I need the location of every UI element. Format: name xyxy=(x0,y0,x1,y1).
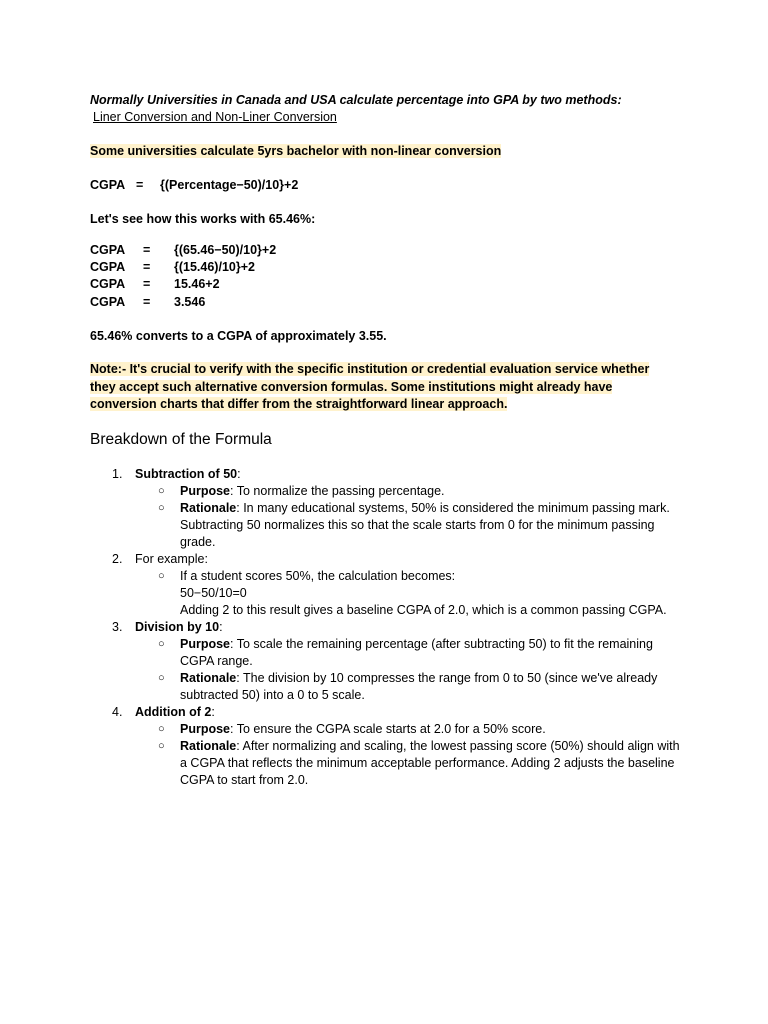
item-title: Subtraction of 50 xyxy=(135,467,238,481)
calc-lhs: CGPA xyxy=(90,277,126,291)
item-title: Addition of 2 xyxy=(135,705,212,719)
sub-label: Rationale xyxy=(180,739,237,753)
intro-line: Normally Universities in Canada and USA calculate percentage into GPA by two methods: xyxy=(90,93,622,107)
list-item xyxy=(90,704,690,789)
sub-text: If a student scores 50%, the calculation becomes: xyxy=(180,569,456,583)
sub-item xyxy=(158,670,680,704)
formula-rhs: {(Percentage−50)/10}+2 xyxy=(160,178,299,192)
list-number: 3. xyxy=(112,620,123,634)
example-intro: Let's see how this works with 65.46%: xyxy=(90,212,316,226)
hollow-bullet-icon: ○ xyxy=(158,740,165,752)
note-paragraph xyxy=(90,361,670,414)
list-number: 1. xyxy=(112,467,123,481)
sub-label: Purpose xyxy=(180,722,231,736)
hollow-bullet-icon: ○ xyxy=(158,570,165,582)
sub-item xyxy=(158,500,680,551)
calc-rhs: 3.546 xyxy=(174,295,206,309)
sub-item xyxy=(158,636,680,670)
highlighted-remark-text: Some universities calculate 5yrs bachelor with non-linear conversion xyxy=(90,144,502,158)
sub-item xyxy=(158,568,680,619)
result-line: 65.46% converts to a CGPA of approximately 3.55. xyxy=(90,329,387,343)
formula-eq: = xyxy=(136,178,144,192)
item-title: Division by 10 xyxy=(135,620,220,634)
sub-item xyxy=(158,483,680,500)
methods-line: Liner Conversion and Non-Liner Conversion xyxy=(93,110,337,124)
sub-item xyxy=(158,738,680,789)
sub-text: : To ensure the CGPA scale starts at 2.0 for a 50% score. xyxy=(230,722,546,736)
formula-lhs: CGPA xyxy=(90,178,126,192)
item-suffix: : xyxy=(219,620,223,634)
list-number: 4. xyxy=(112,705,123,719)
sub-text: : The division by 10 compresses the range from 0 to 50 (since we've already subtracted 50) into a 0 to 5 scale. xyxy=(180,671,658,702)
calc-eq: = xyxy=(143,243,151,257)
highlighted-remark xyxy=(90,143,501,160)
hollow-bullet-icon: ○ xyxy=(158,723,165,735)
sub-text: : After normalizing and scaling, the lowest passing score (50%) should align with a CGPA that reflects the minimum acceptable performance. Adding 2 adjusts the baseline CGPA to start from 2.0. xyxy=(180,739,680,787)
calc-lhs: CGPA xyxy=(90,260,126,274)
list-item xyxy=(90,466,690,551)
sub-text: : To normalize the passing percentage. xyxy=(230,484,445,498)
sub-label: Rationale xyxy=(180,671,237,685)
sub-text: : In many educational systems, 50% is considered the minimum passing mark. Subtracting 50 normalizes this so that the scale starts from 0 for the minimum passing grade. xyxy=(180,501,670,549)
example-calculation: 50−50/10=0 xyxy=(180,586,247,600)
calc-eq: = xyxy=(143,260,151,274)
item-title: For example: xyxy=(135,552,208,566)
list-item xyxy=(90,551,690,619)
hollow-bullet-icon: ○ xyxy=(158,672,165,684)
note-text: Note:- It's crucial to verify with the specific institution or credential evaluation service whether they accept such alternative conversion formulas. Some institutions might already have conversion charts that differ from the straightforward linear approach. xyxy=(90,362,650,411)
hollow-bullet-icon: ○ xyxy=(158,502,165,514)
list-item xyxy=(90,619,690,704)
calc-eq: = xyxy=(143,295,151,309)
item-suffix: : xyxy=(211,705,215,719)
list-number: 2. xyxy=(112,552,123,566)
calc-lhs: CGPA xyxy=(90,295,126,309)
breakdown-list xyxy=(90,466,690,789)
item-suffix: : xyxy=(237,467,241,481)
sub-label: Rationale xyxy=(180,501,237,515)
example-explanation: Adding 2 to this result gives a baseline CGPA of 2.0, which is a common passing CGPA. xyxy=(180,603,667,617)
calc-rhs: {(15.46)/10}+2 xyxy=(174,260,255,274)
calc-rhs: 15.46+2 xyxy=(174,277,220,291)
sub-text: : To scale the remaining percentage (after subtracting 50) to fit the remaining CGPA range. xyxy=(180,637,653,668)
sub-item xyxy=(158,721,680,738)
hollow-bullet-icon: ○ xyxy=(158,485,165,497)
sub-label: Purpose xyxy=(180,484,231,498)
hollow-bullet-icon: ○ xyxy=(158,638,165,650)
calc-rhs: {(65.46−50)/10}+2 xyxy=(174,243,277,257)
calc-eq: = xyxy=(143,277,151,291)
calc-lhs: CGPA xyxy=(90,243,126,257)
section-heading: Breakdown of the Formula xyxy=(90,431,272,448)
sub-label: Purpose xyxy=(180,637,231,651)
